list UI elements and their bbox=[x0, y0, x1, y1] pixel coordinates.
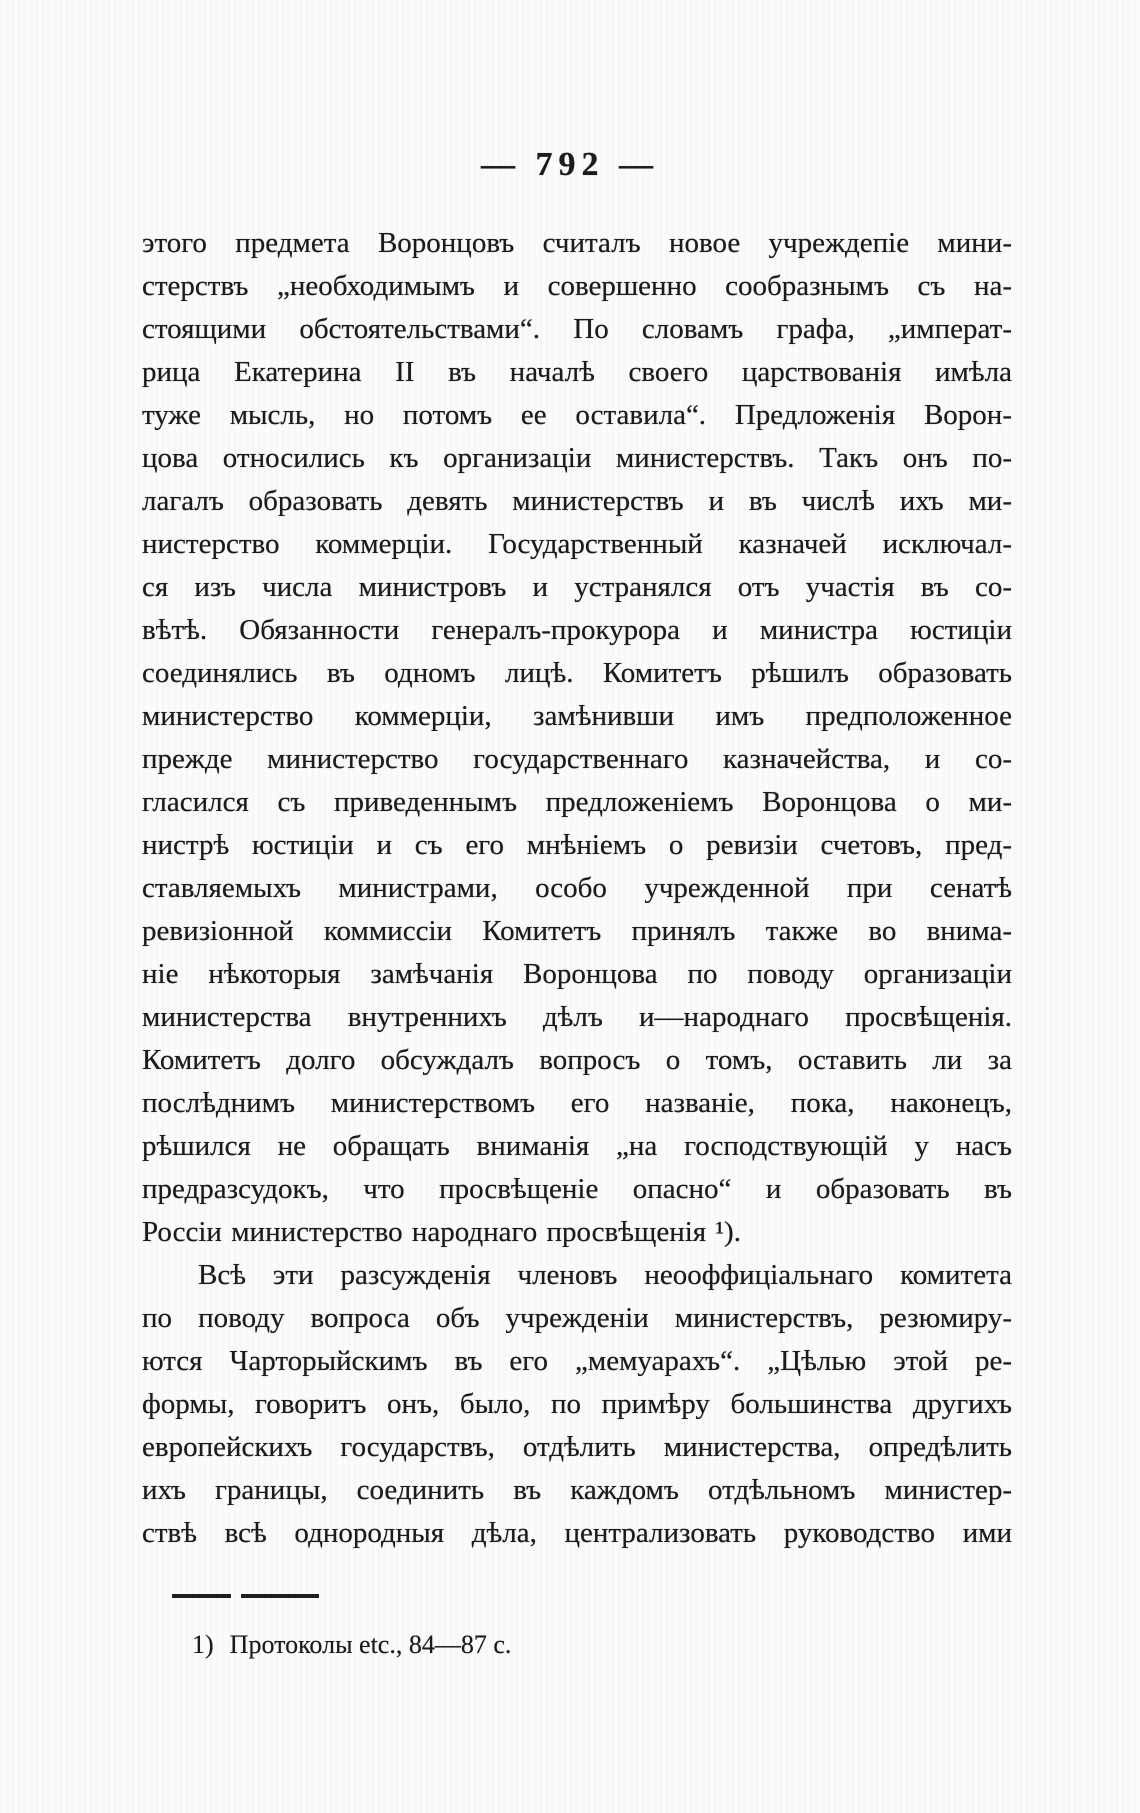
text-line: цова относились къ организаціи министерствъ. Такъ онъ по- bbox=[142, 442, 1012, 474]
text-line: ніе нѣкоторыя замѣчанія Воронцова по поводу организаціи bbox=[142, 958, 1012, 990]
text-line: Россіи министерство народнаго просвѣщенія ¹). bbox=[142, 1216, 741, 1248]
footnote-divider bbox=[172, 1594, 319, 1598]
text-line: ствѣ всѣ однородныя дѣла, централизовать руководство ими bbox=[142, 1517, 1012, 1549]
text-line: ревизіонной коммиссіи Комитетъ принялъ также во внима- bbox=[142, 915, 1012, 947]
text-line: вѣтѣ. Обязанности генералъ-прокурора и министра юстиціи bbox=[142, 614, 1012, 646]
footnote-marker: 1) bbox=[192, 1630, 214, 1659]
text-line: ихъ границы, соединить въ каждомъ отдѣльномъ министер- bbox=[142, 1474, 1012, 1506]
text-line: министерства внутреннихъ дѣлъ и—народнаго просвѣщенія. bbox=[142, 1001, 1012, 1033]
page-number: — 792 — bbox=[481, 146, 659, 183]
text-line: Всѣ эти разсужденія членовъ неооффиціальнаго комитета bbox=[198, 1259, 1012, 1291]
footnote-text: Протоколы etc., 84—87 с. bbox=[229, 1630, 512, 1659]
text-line: формы, говоритъ онъ, было, по примѣру большинства другихъ bbox=[142, 1388, 1012, 1420]
footnote bbox=[192, 1628, 511, 1662]
text-line: европейскихъ государствъ, отдѣлить министерства, опредѣлить bbox=[142, 1431, 1012, 1463]
text-line: министерство коммерціи, замѣнивши имъ предположенное bbox=[142, 700, 1012, 732]
text-line: ся изъ числа министровъ и устранялся отъ участія въ со- bbox=[142, 571, 1012, 603]
text-column bbox=[142, 222, 1012, 1555]
text-line: туже мысль, но потомъ ее оставила“. Предложенія Ворон- bbox=[142, 399, 1012, 431]
text-line: послѣднимъ министерствомъ его названіе, пока, наконецъ, bbox=[142, 1087, 1012, 1119]
text-line: нистерство коммерціи. Государственный казначей исключал- bbox=[142, 528, 1012, 560]
text-line: стоящими обстоятельствами“. По словамъ графа, „императ- bbox=[142, 313, 1012, 345]
text-line: этого предмета Воронцовъ считалъ новое учреждепіе мини- bbox=[142, 227, 1012, 259]
text-line: ставляемыхъ министрами, особо учрежденной при сенатѣ bbox=[142, 872, 1012, 904]
text-line: лагалъ образовать девять министерствъ и въ числѣ ихъ ми- bbox=[142, 485, 1012, 517]
text-line: по поводу вопроса объ учрежденіи министерствъ, резюмиру- bbox=[142, 1302, 1012, 1334]
text-line: нистрѣ юстиціи и съ его мнѣніемъ о ревизіи счетовъ, пред- bbox=[142, 829, 1012, 861]
text-line: стерствъ „необходимымъ и совершенно сообразнымъ съ на- bbox=[142, 270, 1012, 302]
text-line: соединялись въ одномъ лицѣ. Комитетъ рѣшилъ образовать bbox=[142, 657, 1012, 689]
text-line: гласился съ приведеннымъ предложеніемъ Воронцова о ми- bbox=[142, 786, 1012, 818]
text-line: прежде министерство государственнаго казначейства, и со- bbox=[142, 743, 1012, 775]
text-line: предразсудокъ, что просвѣщеніе опасно“ и образовать въ bbox=[142, 1173, 1012, 1205]
text-line: рѣшился не обращать вниманія „на господствующій у насъ bbox=[142, 1130, 1012, 1162]
text-line: рица Екатерина II въ началѣ своего царствованія имѣла bbox=[142, 356, 1012, 388]
text-line: Комитетъ долго обсуждалъ вопросъ о томъ, оставить ли за bbox=[142, 1044, 1012, 1076]
text-line: ются Чарторыйскимъ въ его „мемуарахъ“. „Цѣлью этой ре- bbox=[142, 1345, 1012, 1377]
